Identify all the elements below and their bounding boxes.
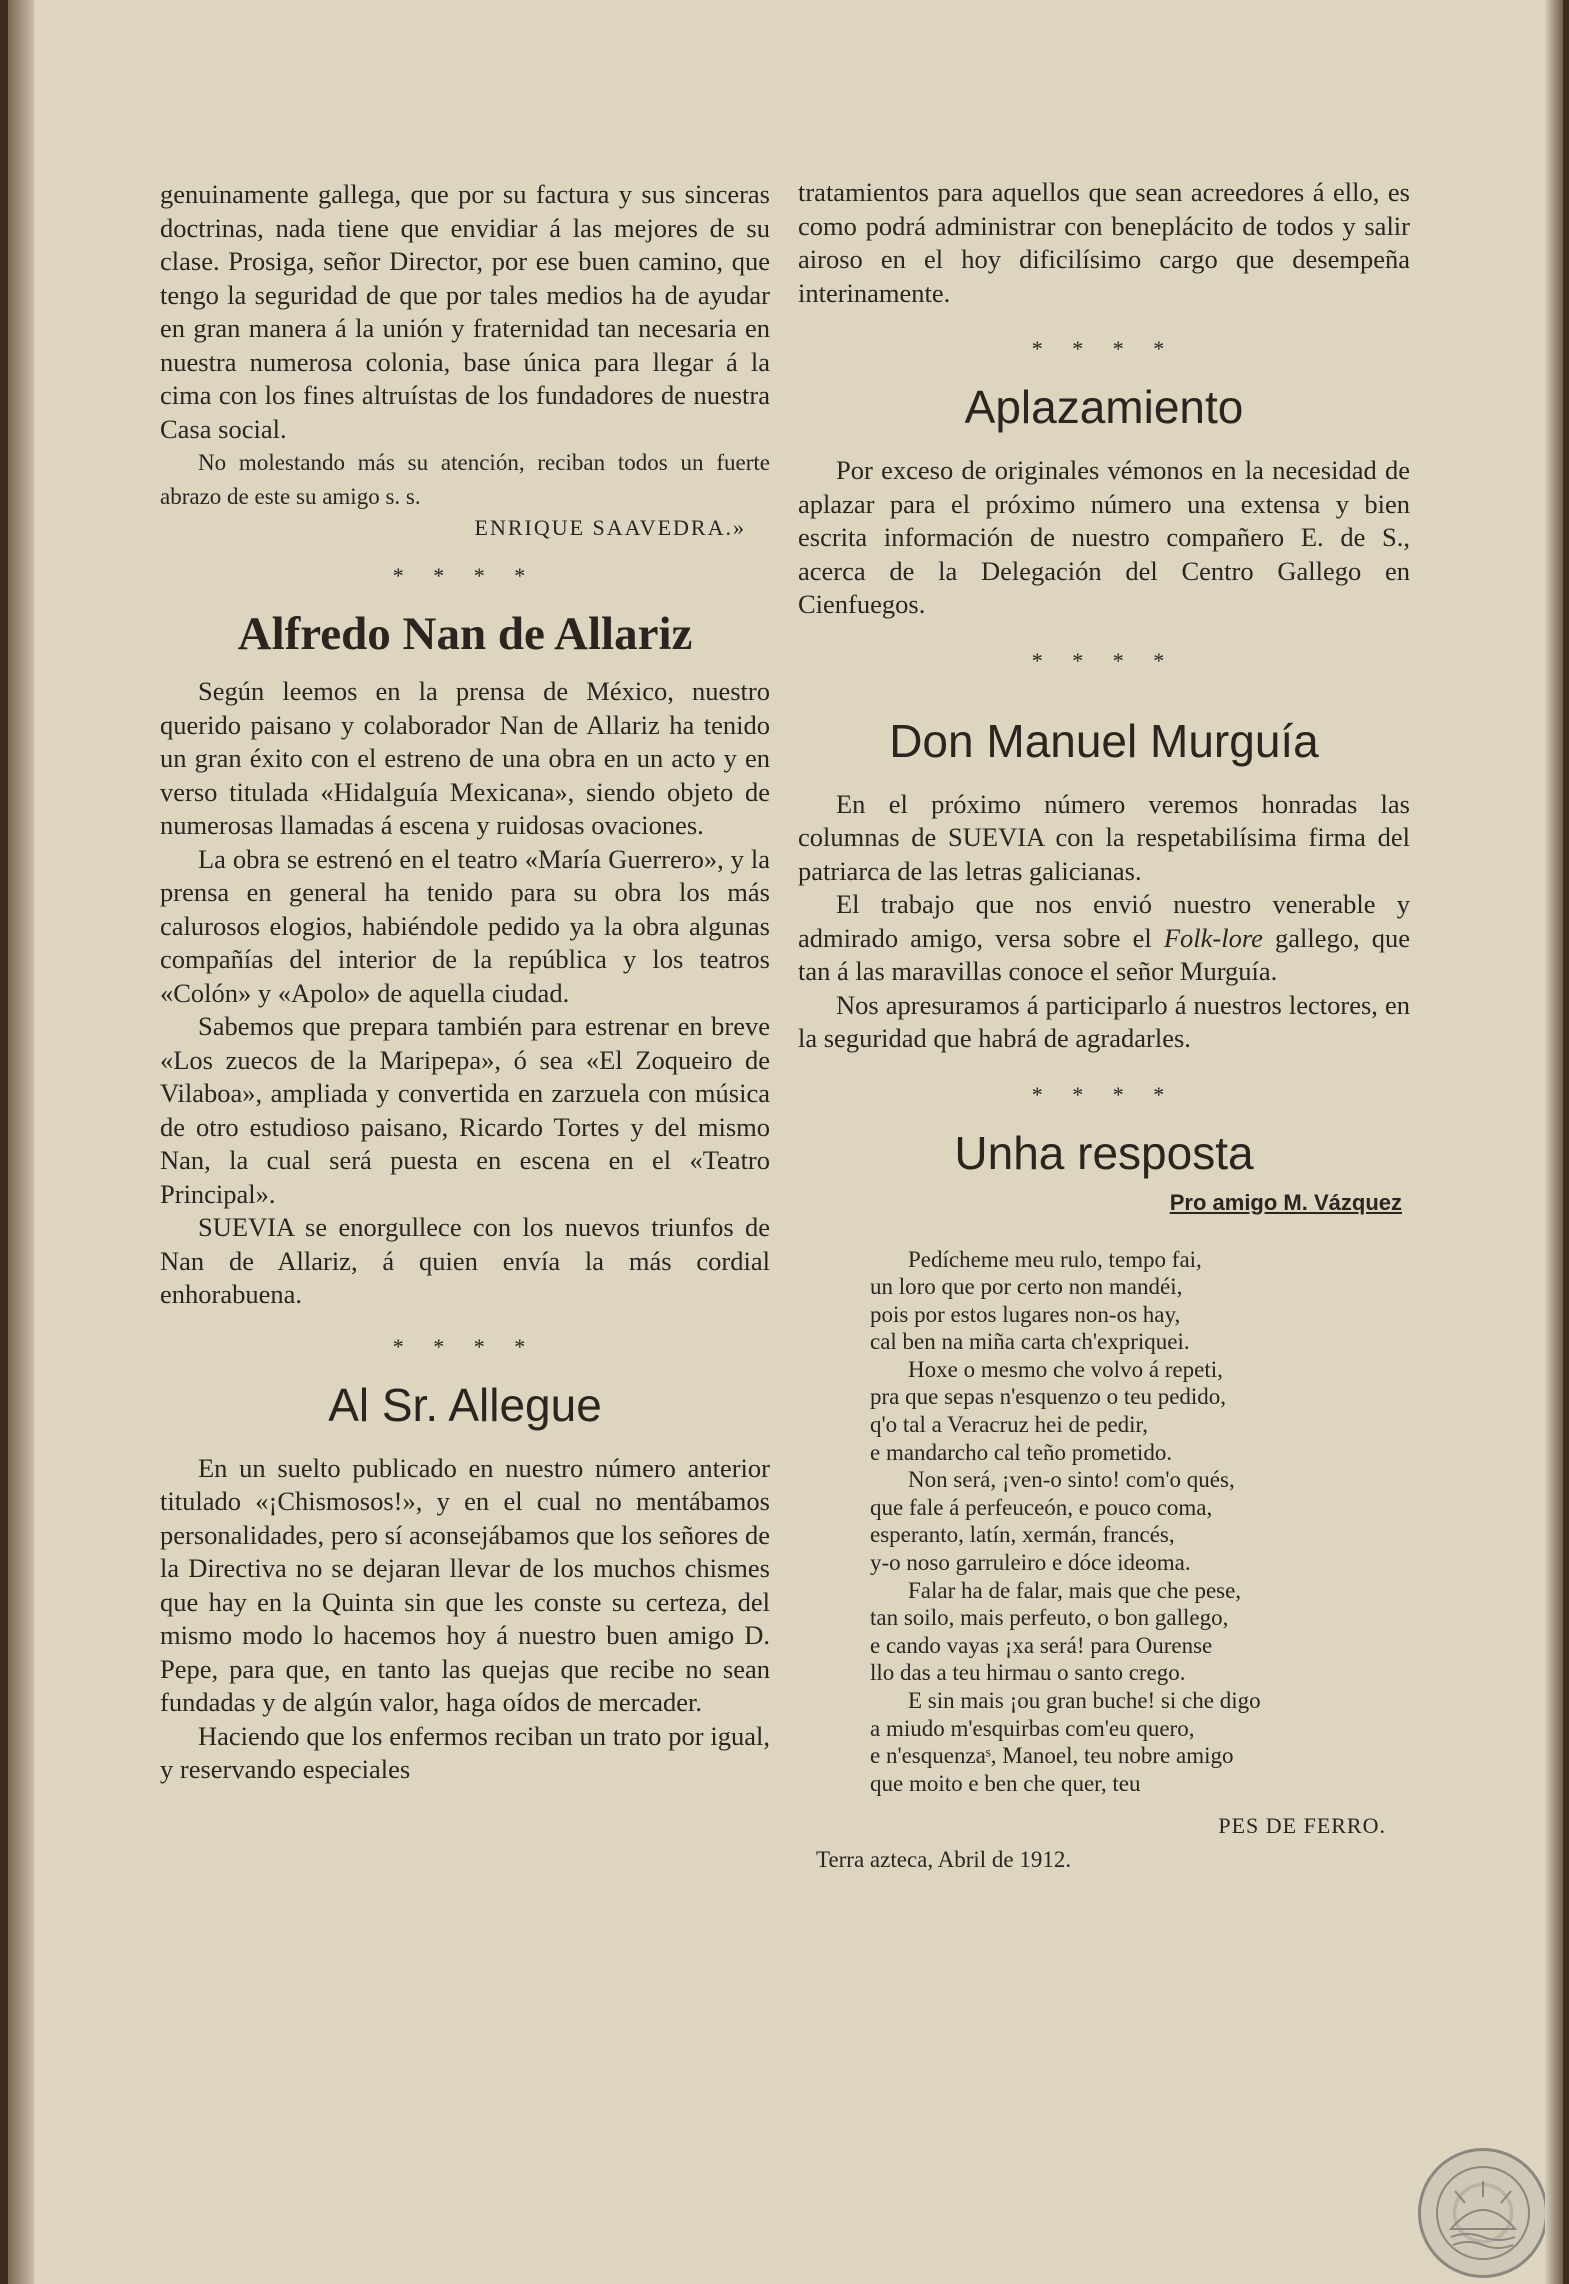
poem-line: E sin mais ¡ou gran buche! si che digo [908,1688,1261,1713]
magazine-page [8,0,1563,2284]
letter-paragraph: genuinamente gallega, que por su factura y sus sinceras doctrinas, nada tiene que envidiar á las mejores de su clase. Prosiga, señor Director, por ese buen camino, que tengo la seguridad de que por tales medios ha de ayudar en gran manera á la unión y fraternidad tan necesaria en nuestra numerosa colonia, base única para llegar á la cima con los fines altruístas de los fundadores de nuestra Casa social. [160,179,770,444]
poem-line: e cando vayas ¡xa será! para Ourense [870,1632,1213,1658]
poem-line: pois por estos lugares non-os hay, [870,1301,1181,1327]
continued-paragraph: tratamientos para aquellos que sean acreedores á ello, es como podrá administrar con beneplácito de todos y salir airoso en el hoy dificilísimo cargo que desempeña interinamente. [798,177,1410,308]
section-separator: * * * * [1031,647,1177,673]
right-column [798,176,1410,1873]
poem-line: Pedícheme meu rulo, tempo fai, [908,1246,1202,1272]
poem-place-date: Terra azteca, Abril de 1912. [816,1847,1072,1873]
section-separator: * * * * [1031,336,1177,361]
article-title-murguia: Don Manuel Murguía [889,714,1319,767]
poem-line: a miudo m'esquirbas com'eu quero, [870,1715,1195,1741]
italic-term: Folk-lore [1163,922,1263,953]
article-paragraph: En el próximo número veremos honradas las columnas de SUEVIA con la respetabilísima firma del patriarca de las letras galicianas. [798,788,1410,886]
poem-body [870,1246,1410,1798]
poem-signature: PES DE FERRO. [1218,1813,1386,1839]
academy-seal [1418,2148,1548,2278]
article-paragraph [798,888,1410,989]
poem-line: Hoxe o mesmo che volvo á repeti, [908,1356,1223,1382]
poem-line: e mandarcho cal teño prometido. [870,1439,1173,1465]
poem-line: q'o tal a Veracruz hei de pedir, [870,1412,1149,1438]
poem-line: que moito e ben che quer, teu [870,1770,1141,1796]
article-paragraph: La obra se estrenó en el teatro «María Guerrero», y la prensa en general ha tenido para su obra los más calurosos elogios, habiéndole pedido ya la obra algunas compañías del interior de la república y los teatros «Colón» y «Apolo» de aquella ciudad. [160,843,770,1008]
poem-line: esperanto, latín, xermán, francés, [870,1522,1175,1548]
left-column [160,178,770,1787]
section-separator: * * * * [392,563,538,588]
seal-emblem-icon [1421,2151,1545,2275]
poem-line: un loro que por certo non mandéi, [870,1274,1183,1300]
poem-line: Non será, ¡ven-o sinto! com'o qués, [908,1467,1235,1493]
poem-dedication: Pro amigo M. Vázquez [1169,1189,1402,1215]
poem-line: e n'esquenzaˢ, Manoel, teu nobre amigo [870,1743,1234,1769]
section-separator: * * * * [392,1333,538,1359]
poem-line: cal ben na miña carta ch'expriquei. [870,1329,1190,1355]
poem-title: Unha resposta [954,1126,1254,1179]
article-paragraph: SUEVIA se enorgullece con los nuevos triunfos de Nan de Allariz, á quien envía la más cordial enhorabuena. [160,1212,770,1309]
poem-line: pra que sepas n'esquenzo o teu pedido, [870,1384,1227,1410]
article-paragraph: Haciendo que los enfermos reciban un trato por igual, y reservando especiales [160,1720,770,1784]
article-paragraph: En un suelto publicado en nuestro número anterior titulado «¡Chismosos!», y en el cual no mentábamos personalidades, pero sí aconsejábamos que los señores de la Directiva no se dejaran llevar de los muchos chismes que hay en la Quinta sin que les conste su certeza, del mismo modo lo hacemos hoy á nuestro buen amigo D. Pepe, para que, en tanto las quejas que recibe no sean fundadas y de algún valor, haga oídos de mercader. [160,1452,770,1717]
article-title-aplazamiento: Aplazamiento [964,381,1244,433]
letter-signature: ENRIQUE SAAVEDRA.» [474,515,746,540]
poem-line: que fale á perfeuceón, e pouco coma, [870,1494,1213,1520]
poem-line: y-o noso garruleiro e dóce ideoma. [870,1550,1191,1576]
section-separator: * * * * [1031,1081,1177,1107]
article-title-alfredo: Alfredo Nan de Allariz [237,608,693,660]
poem-line: Falar ha de falar, mais que che pese, [908,1577,1242,1603]
text-run: gallego, que tan á las maravillas conoce el señor Murguía. [798,922,1411,986]
article-paragraph: Nos apresuramos á participarlo á nuestros lectores, en la seguridad que habrá de agradarles. [798,989,1410,1053]
poem-line: tan soilo, mais perfeuto, o bon gallego, [870,1605,1229,1631]
letter-closing: No molestando más su atención, reciban todos un fuerte abrazo de este su amigo s. s. [160,450,770,509]
article-title-allegue: Al Sr. Allegue [328,1378,602,1431]
article-paragraph: Según leemos en la prensa de México, nuestro querido paisano y colaborador Nan de Allariz ha tenido un gran éxito con el estreno de una obra en un acto y en verso titulada «Hidalguía Mexicana», siendo objeto de numerosas llamadas á escena y ruidosas ovaciones. [160,676,770,840]
text-run: El trabajo que nos envió nuestro venerable y admirado amigo, versa sobre el [798,889,1410,953]
poem-line: llo das a teu hirmau o santo crego. [870,1660,1186,1686]
article-paragraph: Sabemos que prepara también para estrenar en breve «Los zuecos de la Maripepa», ó sea «El Zoqueiro de Vilaboa», ampliada y convertida en zarzuela con música de otro estudioso paisano, Ricardo Tortes y del mismo Nan, la cual será puesta en escena en el «Teatro Principal». [160,1011,770,1209]
article-paragraph: Por exceso de originales vémonos en la necesidad de aplazar para el próximo número una extensa y bien escrita información de nuestro compañero E. de S., acerca de la Delegación del Centro Gallego en Cienfuegos. [798,455,1410,619]
